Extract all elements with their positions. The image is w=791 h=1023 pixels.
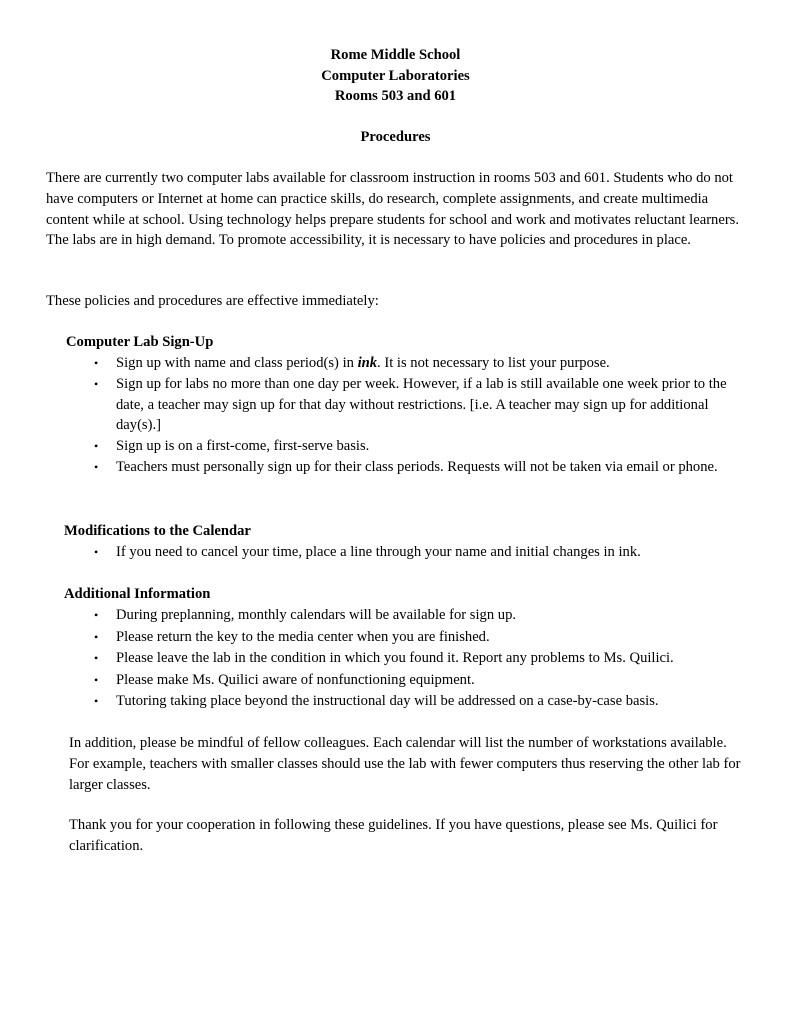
list-item [94, 457, 746, 478]
bullet-icon: • [94, 672, 99, 687]
bullet-icon: • [94, 545, 99, 559]
additional-section-title: Additional Information [64, 586, 211, 602]
list-item [94, 627, 746, 649]
modifications-list [94, 542, 746, 563]
list-item-text: Teachers must personally sign up for their class periods. Requests will not be taken via email or phone. [116, 458, 718, 475]
list-item-text: Sign up for labs no more than one day per week. However, if a lab is still available one week prior to the date, a teacher may sign up for that day without restrictions. [i.e. A teacher may sign up for additional day(s).] [116, 375, 727, 434]
list-item [94, 542, 746, 563]
bullet-icon: • [94, 608, 99, 622]
effective-statement: These policies and procedures are effective immediately: [46, 293, 379, 309]
bullet-icon: • [94, 439, 99, 454]
list-item-text: . It is not necessary to list your purpose. [377, 355, 610, 371]
list-item [94, 605, 746, 627]
list-item-text: Please make Ms. Quilici aware of nonfunctioning equipment. [116, 671, 475, 688]
bullet-icon: • [94, 629, 99, 644]
bullet-icon: • [94, 459, 99, 474]
additional-list [94, 605, 746, 713]
bullet-icon: • [94, 356, 99, 370]
signup-section-title: Computer Lab Sign-Up [66, 334, 214, 350]
modifications-section-title: Modifications to the Calendar [64, 523, 251, 539]
list-item [94, 374, 746, 436]
list-item-text: If you need to cancel your time, place a line through your name and initial changes in ink. [116, 544, 641, 560]
list-item [94, 691, 746, 713]
list-item-text: During preplanning, monthly calendars will be available for sign up. [116, 607, 517, 623]
list-item-text: Sign up with name and class period(s) in [116, 355, 358, 371]
list-item-text: Tutoring taking place beyond the instructional day will be addressed on a case-by-case basis. [116, 693, 659, 710]
bullet-icon: • [94, 651, 99, 666]
closing-paragraph: Thank you for your cooperation in following these guidelines. If you have questions, please see Ms. Quilici for clarification. [69, 817, 718, 854]
intro-paragraph: There are currently two computer labs available for classroom instruction in rooms 503 and 601. Students who do not have computers or Internet at home can practice skills, do research, complete assignments, and create multimedia content while at school. Using technology helps prepare students for school and work and motivates reluctant learners. The labs are in high demand. To promote accessibility, it is necessary to have policies and procedures in place. [46, 170, 740, 249]
rooms-line: Rooms 503 and 601 [334, 88, 457, 105]
colleagues-paragraph: In addition, please be mindful of fellow colleagues. Each calendar will list the number of workstations available. For example, teachers with smaller classes should use the lab with fewer computers thus reserving the other lab for larger classes. [69, 735, 741, 793]
list-item-text: Sign up is on a first-come, first-serve basis. [116, 438, 370, 455]
signup-list [94, 353, 746, 478]
department-name: Computer Laboratories [321, 67, 470, 84]
ink-emphasis: ink [357, 355, 378, 371]
list-item-text: Please leave the lab in the condition in which you found it. Report any problems to Ms. Quilici. [116, 650, 674, 667]
bullet-icon: • [94, 376, 99, 391]
list-item [94, 670, 746, 692]
list-item [94, 436, 746, 457]
list-item [94, 353, 746, 374]
list-item [94, 648, 746, 670]
school-name: Rome Middle School [330, 47, 461, 63]
document-header [0, 45, 791, 107]
procedures-title: Procedures [360, 129, 431, 145]
list-item-text: Please return the key to the media center when you are finished. [116, 628, 490, 645]
bullet-icon: • [94, 694, 99, 709]
